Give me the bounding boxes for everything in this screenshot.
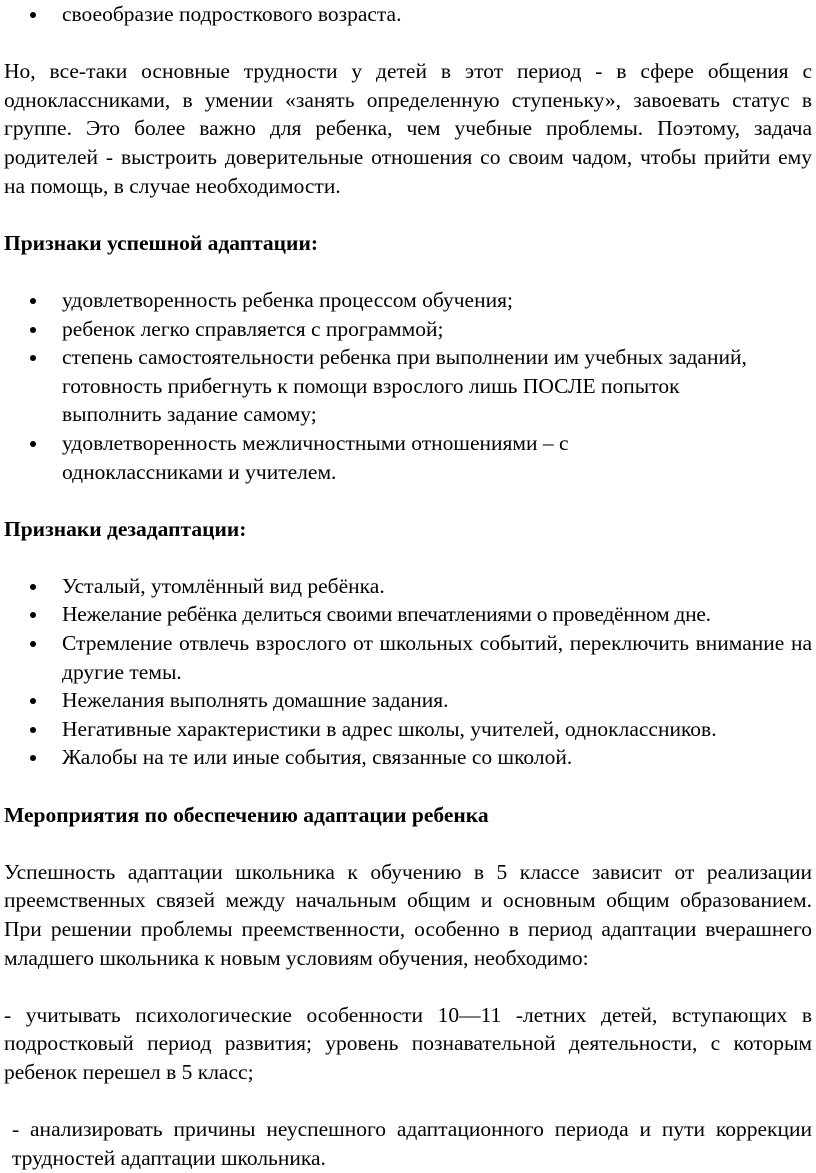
heading-adaptation-measures: Мероприятия по обеспечению адаптации ребенка bbox=[4, 802, 489, 827]
bullet-icon bbox=[30, 698, 36, 704]
list-item: Нежелание ребёнка делиться своими впечатлениями о проведённом дне. bbox=[0, 600, 816, 629]
bullet-icon bbox=[30, 727, 36, 733]
paragraph-measures: Успешность адаптации школьника к обучению в 5 классе зависит от реализации преемственных связей между начальным общим и основным общим образованием. При решении проблемы преемственности, особенно в период адаптации вчерашнего младшего школьника к новым условиям обучения, необходимо: bbox=[4, 859, 812, 970]
paragraph-analysis: - анализировать причины неуспешного адаптационного периода и пути коррекции трудностей адаптации школьника. bbox=[12, 1117, 812, 1170]
bullet-icon bbox=[30, 584, 36, 590]
bullet-icon bbox=[30, 355, 36, 361]
list-item: Стремление отвлечь взрослого от школьных событий, переключить внимание на другие темы. bbox=[0, 629, 816, 686]
heading-disadaptation-signs: Признаки дезадаптации: bbox=[4, 516, 247, 541]
list-item: Нежелания выполнять домашние задания. bbox=[0, 686, 816, 715]
bullet-icon bbox=[30, 755, 36, 761]
disadaptation-signs-list bbox=[0, 572, 816, 772]
list-item: своеобразие подросткового возраста. bbox=[0, 0, 816, 29]
bullet-icon bbox=[30, 12, 36, 18]
paragraph-intro: Но, все-таки основные трудности у детей в этот период - в сфере общения с одноклассниками, в умении «занять определенную ступеньку», завоевать статус в группе. Это более важно для ребенка, чем учебные проблемы. Поэтому, задача родителей - выстроить доверительные отношения со своим чадом, чтобы прийти ему на помощь, в случае необходимости. bbox=[4, 59, 812, 198]
list-item: Жалобы на те или иные события, связанные со школой. bbox=[0, 743, 816, 772]
paragraph-psychology: - учитывать психологические особенности 10—11 -летних детей, вступающих в подростковый период развития; уровень познавательной деятельности, с которым ребенок перешел в 5 класс; bbox=[4, 1002, 812, 1084]
list-item: Негативные характеристики в адрес школы, учителей, одноклассников. bbox=[0, 715, 816, 744]
list-item: Усталый, утомлённый вид ребёнка. bbox=[0, 572, 816, 601]
success-signs-list bbox=[0, 286, 816, 486]
bullet-icon bbox=[30, 641, 36, 647]
heading-success-signs: Признаки успешной адаптации: bbox=[4, 230, 318, 255]
bullet-icon bbox=[30, 612, 36, 618]
list-item: удовлетворенность ребенка процессом обучения; bbox=[0, 286, 816, 315]
bullet-icon bbox=[30, 441, 36, 447]
top-list bbox=[0, 0, 816, 29]
list-item: ребенок легко справляется с программой; bbox=[0, 315, 816, 344]
list-item: удовлетворенность межличностными отношениями – с одноклассниками и учителем. bbox=[0, 429, 816, 486]
bullet-icon bbox=[30, 298, 36, 304]
list-item: степень самостоятельности ребенка при выполнении им учебных заданий, готовность прибегнуть к помощи взрослого лишь ПОСЛЕ попыток выполнить задание самому; bbox=[0, 343, 816, 429]
bullet-icon bbox=[30, 327, 36, 333]
